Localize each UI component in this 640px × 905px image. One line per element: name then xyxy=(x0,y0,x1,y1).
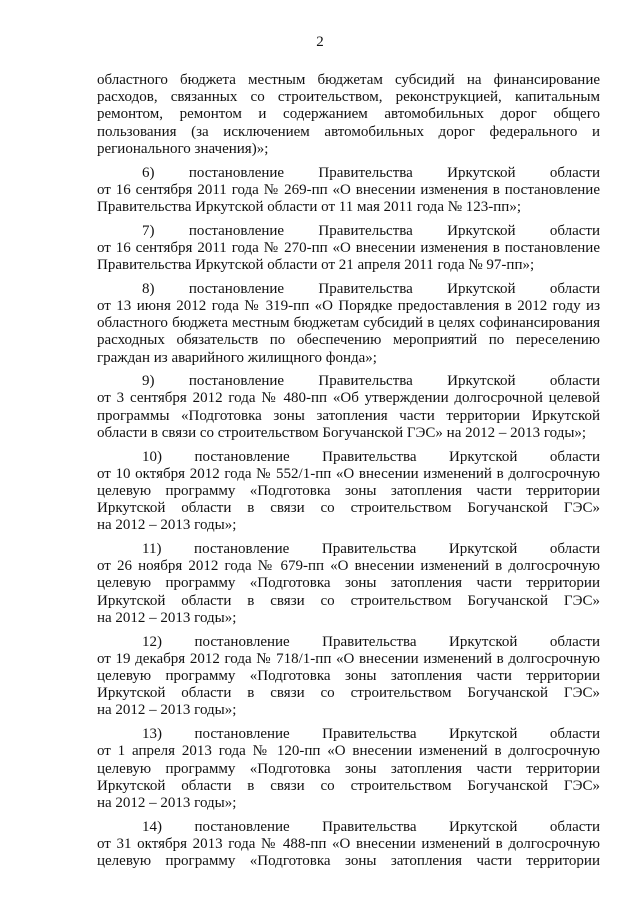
list-item-7 xyxy=(97,223,600,275)
list-item-14 xyxy=(97,819,600,871)
page-number: 2 xyxy=(316,34,324,50)
text-line: Иркутской области в связи со строительством Богучанской ГЭС» xyxy=(97,500,600,517)
list-item-10 xyxy=(97,449,600,535)
text-line: от 13 июня 2012 года № 319-пп «О Порядке предоставления в 2012 году из xyxy=(97,297,600,314)
text-line: целевую программу «Подготовка зоны затопления части территории xyxy=(97,482,600,499)
text-line: от 16 сентября 2011 года № 269-пп «О внесении изменения в постановление xyxy=(97,181,600,198)
text-line: целевую программу «Подготовка зоны затопления части территории xyxy=(97,853,600,870)
text-line: от 31 октября 2013 года № 488-пп «О внесении изменений в долгосрочную xyxy=(97,835,600,852)
text-line: Правительства Иркутской области от 11 мая 2011 года № 123-пп»; xyxy=(97,198,521,215)
text-line: 12) постановление Правительства Иркутской области xyxy=(142,633,600,650)
text-line: 13) постановление Правительства Иркутской области xyxy=(142,726,600,743)
text-line: на 2012 – 2013 годы»; xyxy=(97,794,237,811)
text-line: областного бюджета местным бюджетам субсидий в целях софинансирования xyxy=(97,315,600,332)
text-line: программы «Подготовка зоны затопления части территории Иркутской xyxy=(97,407,600,424)
list-item-6 xyxy=(97,165,600,217)
list-item-8 xyxy=(97,281,600,367)
text-line: целевую программу «Подготовка зоны затопления части территории xyxy=(97,668,600,684)
text-line: расходных обязательств по обеспечению мероприятий по переселению xyxy=(97,332,600,349)
text-line: целевую программу «Подготовка зоны затопления части территории xyxy=(97,575,600,592)
list-item-13 xyxy=(97,726,600,812)
text-line: пользования (за исключением автомобильных дорог федерального и xyxy=(97,123,600,140)
text-line: 6) постановление Правительства Иркутской области xyxy=(142,164,600,181)
text-line: 8) постановление Правительства Иркутской области xyxy=(142,280,600,297)
text-line: от 10 октября 2012 года № 552/1-пп «О внесении изменений в долгосрочную xyxy=(97,465,600,482)
text-line: от 1 апреля 2013 года № 120-пп «О внесении изменений в долгосрочную xyxy=(97,743,600,760)
text-line: ремонтом, ремонтом и содержанием автомобильных дорог общего xyxy=(97,106,600,123)
text-line: на 2012 – 2013 годы»; xyxy=(97,517,237,534)
text-line: 7) постановление Правительства Иркутской области xyxy=(142,222,600,239)
paragraph-continuation xyxy=(97,72,600,158)
text-line: областного бюджета местным бюджетам субсидий на финансирование xyxy=(97,72,600,88)
text-line: Иркутской области в связи со строительством Богучанской ГЭС» xyxy=(97,592,600,609)
text-line: Иркутской области в связи со строительством Богучанской ГЭС» xyxy=(97,777,600,794)
text-line: 14) постановление Правительства Иркутской области xyxy=(142,818,600,835)
text-line: 9) постановление Правительства Иркутской области xyxy=(142,373,600,390)
document-body xyxy=(97,72,600,870)
text-line: от 19 декабря 2012 года № 718/1-пп «О внесении изменений в долгосрочную xyxy=(97,650,600,667)
text-line: на 2012 – 2013 годы»; xyxy=(97,609,237,626)
text-line: расходов, связанных со строительством, реконструкцией, капитальным xyxy=(97,89,600,106)
text-line: от 3 сентября 2012 года № 480-пп «Об утверждении долгосрочной целевой xyxy=(97,390,600,407)
text-line: от 26 ноября 2012 года № 679-пп «О внесении изменений в долгосрочную xyxy=(97,558,600,575)
text-line: регионального значения)»; xyxy=(97,140,269,157)
text-line: 10) постановление Правительства Иркутской области xyxy=(142,448,600,465)
text-line: Иркутской области в связи со строительством Богучанской ГЭС» xyxy=(97,685,600,702)
text-line: от 16 сентября 2011 года № 270-пп «О внесении изменения в постановление xyxy=(97,239,600,256)
list-item-9 xyxy=(97,373,600,442)
text-line: области в связи со строительством Богучанской ГЭС» на 2012 – 2013 годы»; xyxy=(97,424,587,441)
text-line: 11) постановление Правительства Иркутской области xyxy=(142,541,600,558)
list-item-12 xyxy=(97,634,600,720)
text-line: граждан из аварийного жилищного фонда»; xyxy=(97,349,377,366)
text-line: Правительства Иркутской области от 21 апреля 2011 года № 97-пп»; xyxy=(97,257,535,274)
text-line: целевую программу «Подготовка зоны затопления части территории xyxy=(97,760,600,777)
list-item-11 xyxy=(97,541,600,627)
text-line: на 2012 – 2013 годы»; xyxy=(97,702,237,719)
